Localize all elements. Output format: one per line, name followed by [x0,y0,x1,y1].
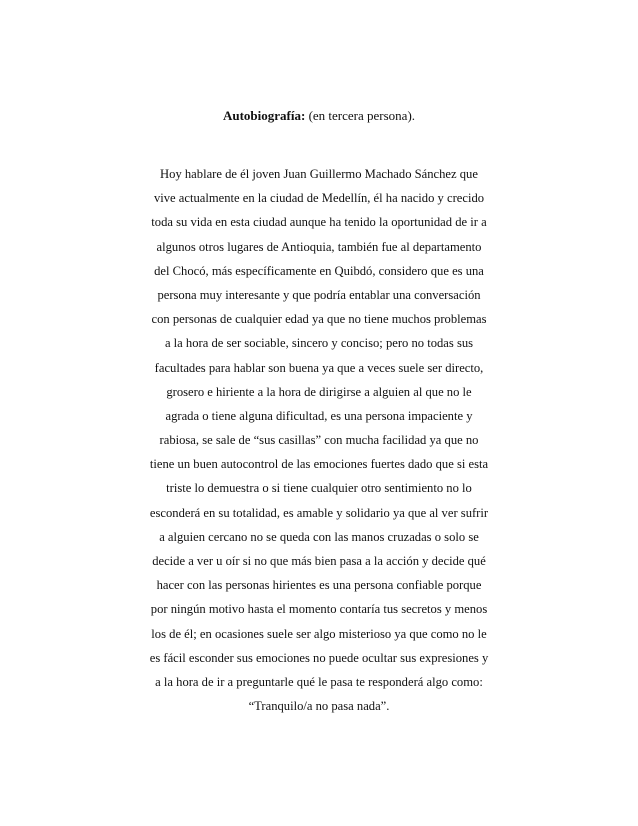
text-line: toda su vida en esta ciudad aunque ha tenido la oportunidad de ir a [151,215,487,230]
text-line: persona muy interesante y que podría entablar una conversación [157,287,481,302]
text-line: tiene un buen autocontrol de las emociones fuertes dado que si esta [149,457,489,472]
text-line: agrada o tiene alguna dificultad, es una persona impaciente y [165,408,473,423]
text-line: es fácil esconder sus emociones no puede ocultar sus expresiones y [149,650,489,665]
document-title [0,108,638,124]
text-line: por ningún motivo hasta el momento contaría tus secretos y menos [150,602,488,617]
text-line: “Tranquilo/a no pasa nada”. [248,699,390,714]
text-line: hacer con las personas hirientes es una persona confiable porque [156,578,482,593]
text-line: grosero e hiriente a la hora de dirigirse a alguien al que no le [166,384,472,399]
body-paragraph [140,162,498,718]
text-line: algunos otros lugares de Antioquia, también fue al departamento [156,239,482,254]
text-line: rabiosa, se sale de “sus casillas” con mucha facilidad ya que no [159,433,479,448]
text-line: con personas de cualquier edad ya que no tiene muchos problemas [151,312,487,327]
text-line: vive actualmente en la ciudad de Medellín, él ha nacido y crecido [153,191,485,206]
text-line: a la hora de ser sociable, sincero y conciso; pero no todas sus [164,336,474,351]
text-line: esconderá en su totalidad, es amable y solidario ya que al ver sufrir [149,505,489,520]
text-line: decide a ver u oír si no que más bien pasa a la acción y decide qué [152,554,486,568]
text-line: Hoy hablare de él joven Juan Guillermo Machado Sánchez que [160,167,478,181]
text-line: facultades para hablar son buena ya que a veces suele ser directo, [154,360,484,375]
text-line: a alguien cercano no se queda con las manos cruzadas o solo se [159,529,479,544]
text-line: del Chocó, más específicamente en Quibdó, considero que es una [154,263,484,278]
text-line: los de él; en ocasiones suele ser algo misterioso ya que como no le [151,626,487,641]
text-line: triste lo demuestra o si tiene cualquier otro sentimiento no lo [166,481,472,496]
title-subtitle: (en tercera persona). [308,108,416,123]
title-heading: Autobiografía: [222,108,306,123]
text-line: a la hora de ir a preguntarle qué le pasa te responderá algo como: [155,674,483,689]
